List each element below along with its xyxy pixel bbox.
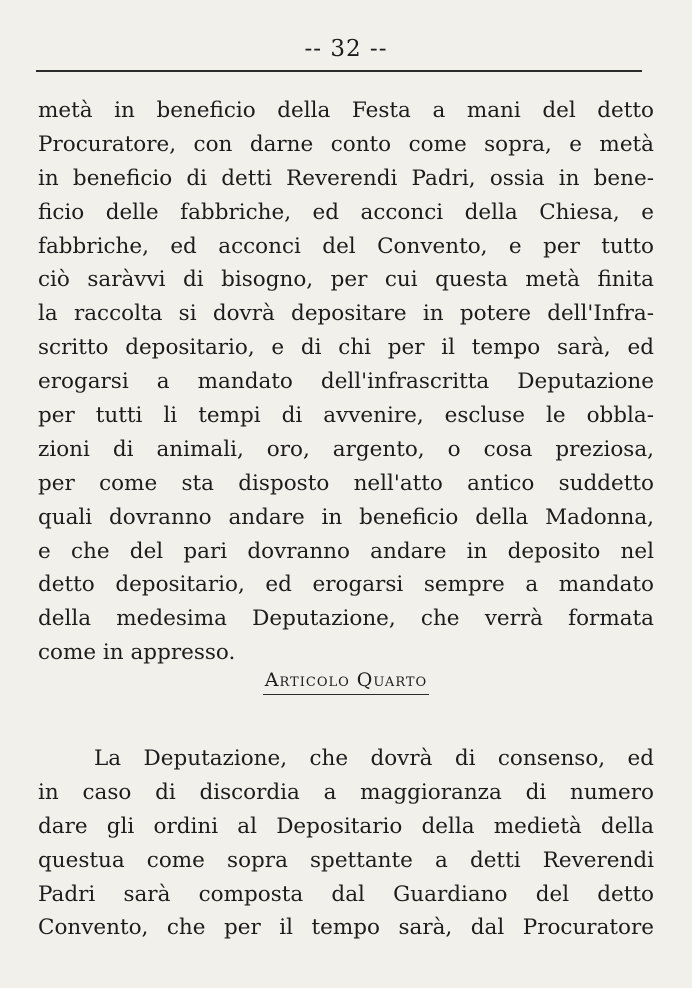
text-line: detto depositario, ed erogarsi sempre a mandato xyxy=(38,572,654,598)
text-line: in beneficio di detti Reverendi Padri, ossia in bene- xyxy=(38,165,654,191)
text-line: ciò saràvvi di bisogno, per cui questa metà finita xyxy=(38,267,654,293)
text-line: La Deputazione, che dovrà di consenso, ed xyxy=(94,746,654,771)
text-line: questua come sopra spettante a detti Reverendi xyxy=(38,847,654,873)
text-line: metà in beneficio della Festa a mani del detto xyxy=(38,98,654,123)
text-line: Padri sarà composta dal Guardiano del detto xyxy=(38,881,654,907)
text-line: Convento, che per il tempo sarà, dal Procuratore xyxy=(38,915,654,941)
text-line: Procuratore, con darne conto come sopra, e metà xyxy=(38,131,654,157)
text-line: della medesima Deputazione, che verrà formata xyxy=(38,606,654,632)
text-line: ficio delle fabbriche, ed acconci della Chiesa, e xyxy=(38,199,654,225)
text-line: in caso di discordia a maggioranza di numero xyxy=(38,779,654,805)
text-line: scritto depositario, e di chi per il tempo sarà, ed xyxy=(38,335,654,361)
text-line: come in appresso. xyxy=(38,640,236,666)
page-number: -- 32 -- xyxy=(304,36,388,62)
text-line: fabbriche, ed acconci del Convento, e per tutto xyxy=(38,233,654,259)
text-line: quali dovranno andare in beneficio della Madonna, xyxy=(38,504,654,530)
paragraph-2 xyxy=(38,742,654,945)
text-line: zioni di animali, oro, argento, o cosa preziosa, xyxy=(38,436,654,462)
header-rule xyxy=(36,70,642,72)
text-line: la raccolta si dovrà depositare in potere dell'Infra- xyxy=(38,301,654,327)
text-line: dare gli ordini al Depositario della medietà della xyxy=(38,813,654,839)
text-line: per tutti li tempi di avvenire, escluse le obbla- xyxy=(38,403,654,429)
article-heading: Articolo Quarto xyxy=(263,669,429,695)
text-line: erogarsi a mandato dell'infrascritta Deputazione xyxy=(38,369,654,395)
paragraph-1 xyxy=(38,94,654,670)
text-line: e che del pari dovranno andare in deposito nel xyxy=(38,538,654,564)
article-heading-container xyxy=(0,669,692,695)
text-line: per come sta disposto nell'atto antico suddetto xyxy=(38,470,654,496)
